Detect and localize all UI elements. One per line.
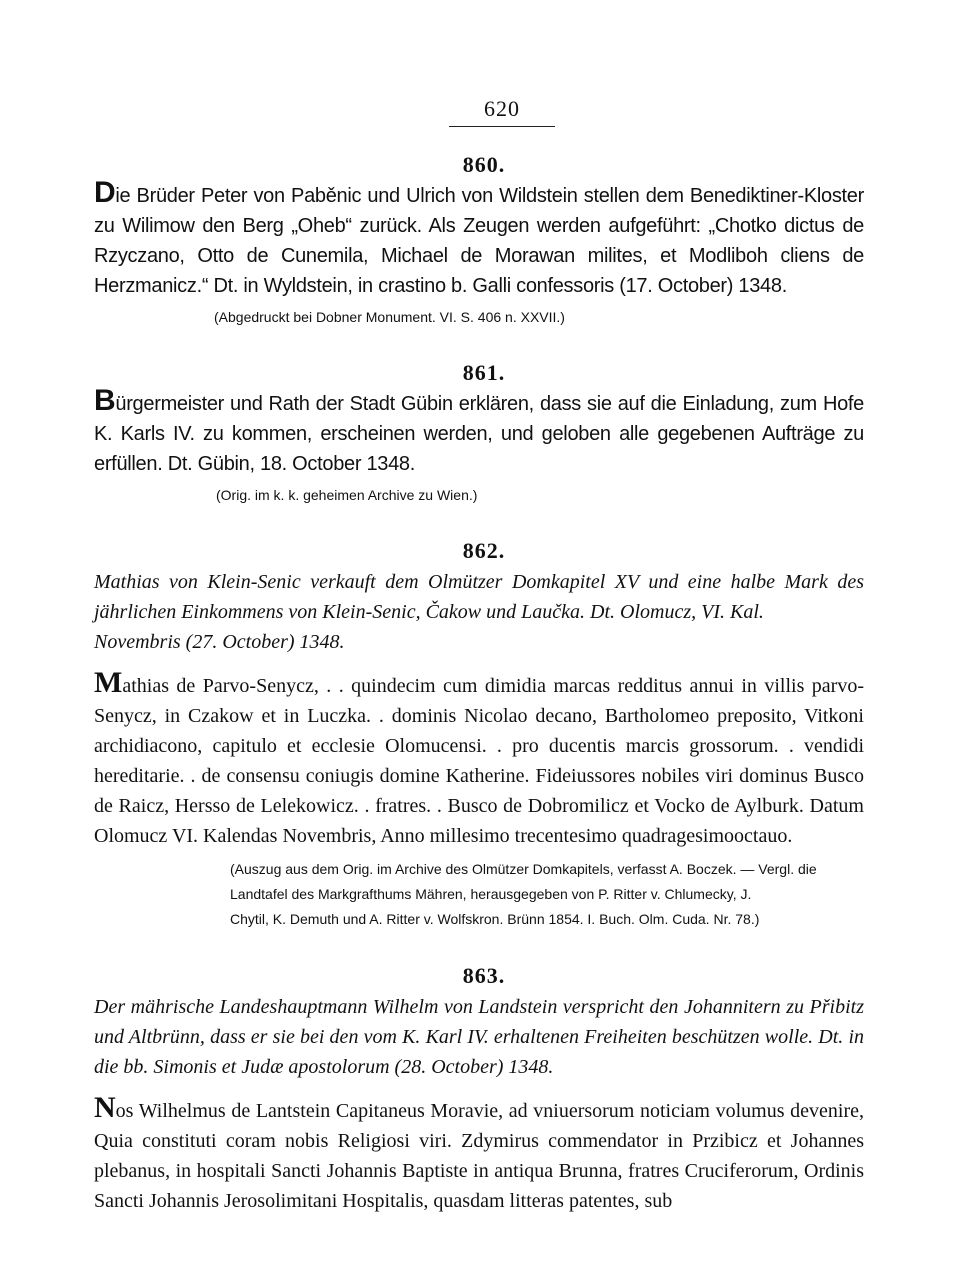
drop-initial: M [94,666,123,699]
entry-number: 860. [462,152,506,177]
entry-body [94,666,864,851]
page-number: 620 [484,96,520,121]
summary-text: ie Brüder Peter von Paběnic und Ulrich von Wildstein stellen dem Benediktiner-Kloster zu Wilimow den Berg „Oheb“ zurück. Als Zeugen werden aufgeführt: „Chotko dictus de Rzyczano, Otto de Cunemila, Michael de Morawan milites, et Modliboh cliens de Herzmanicz.“ Dt. in Wyldstein, in crastino b. Galli confessoris (17. October) 1348. [94,185,864,297]
drop-initial: B [94,384,116,417]
source-line: (Auszug aus dem Orig. im Archive des Olmützer Domkapitels, verfasst A. Boczek. — Vergl. die [230,861,817,877]
entry-863 [94,964,864,1216]
page-header [140,96,864,127]
entry-body [94,1091,864,1216]
source-line: Landtafel des Markgrafthums Mähren, herausgegeben von P. Ritter v. Chlumecky, J. [230,886,752,902]
entry-860 [94,153,864,329]
entry-summary [94,384,864,479]
source-line: Chytil, K. Demuth und A. Ritter v. Wolfskron. Brünn 1854. I. Buch. Olm. Cuda. Nr. 78.) [230,911,760,927]
entry-summary [94,176,864,301]
entry-number: 861. [462,360,506,385]
entry-861 [94,361,864,507]
drop-initial: N [94,1091,116,1124]
entry-number: 862. [462,538,506,563]
entry-862 [94,539,864,932]
document-page [94,96,864,1216]
summary-text: ürgermeister und Rath der Stadt Gübin erklären, dass sie auf die Einladung, zum Hofe K. Karls IV. zu kommen, erscheinen werden, und geloben alle gegebenen Aufträge zu erfüllen. Dt. Gübin, 18. October 1348. [94,393,864,475]
source-note: (Abgedruckt bei Dobner Monument. VI. S. 406 n. XXVII.) [214,309,565,325]
drop-initial: D [94,176,116,209]
source-note [230,857,864,932]
entry-number: 863. [462,963,506,988]
body-text: os Wilhelmus de Lantstein Capitaneus Moravie, ad vniuersorum noticiam volumus devenire, Quia constituti coram nobis Religiosi viri. Zdymirus commendator in Przibicz et Johannes plebanus, in hospitali Sancti Johannis Baptiste in antiqua Brunna, fratres Cruciferorum, Ordinis Sancti Johannis Jerosolimitani Hospitalis, quasdam litteras patentes, sub [94,1100,864,1212]
header-rule [449,126,555,127]
source-note: (Orig. im k. k. geheimen Archive zu Wien.) [216,487,478,503]
entry-summary: Mathias von Klein-Senic verkauft dem Olmützer Domkapitel XV und eine halbe Mark des jährlichen Einkommens von Klein-Senic, Čakow und Laučka. Dt. Olomucz, VI. Kal. [94,571,864,623]
body-text: athias de Parvo-Senycz, . . quindecim cum dimidia marcas redditus annui in villis parvo-Senycz, in Czakow et in Luczka. . dominis Nicolao decano, Bartholomeo preposito, Vitkoni archidiacono, capitulo et ecclesie Olomucensi. . pro ducentis marcis grossorum. . vendidi hereditarie. . de consensu coniugis domine Katherine. Fideiussores nobiles viri dominus Busco de Raicz, Hersso de Lelekowicz. . fratres. . Busco de Dobromilicz et Vocko de Aylburk. Datum Olomucz VI. Kalendas Novembris, Anno millesimo trecentesimo quadragesimooctauo. [94,675,864,847]
entry-summary: Der mährische Landeshauptmann Wilhelm von Landstein verspricht den Johannitern zu Přibitz und Altbrünn, dass er sie bei den vom K. Karl IV. erhaltenen Freiheiten beschützen wolle. Dt. in die bb. Simonis et Judæ apostolorum (28. October) 1348. [94,996,864,1078]
entry-summary-last-line: Novembris (27. October) 1348. [94,631,345,653]
